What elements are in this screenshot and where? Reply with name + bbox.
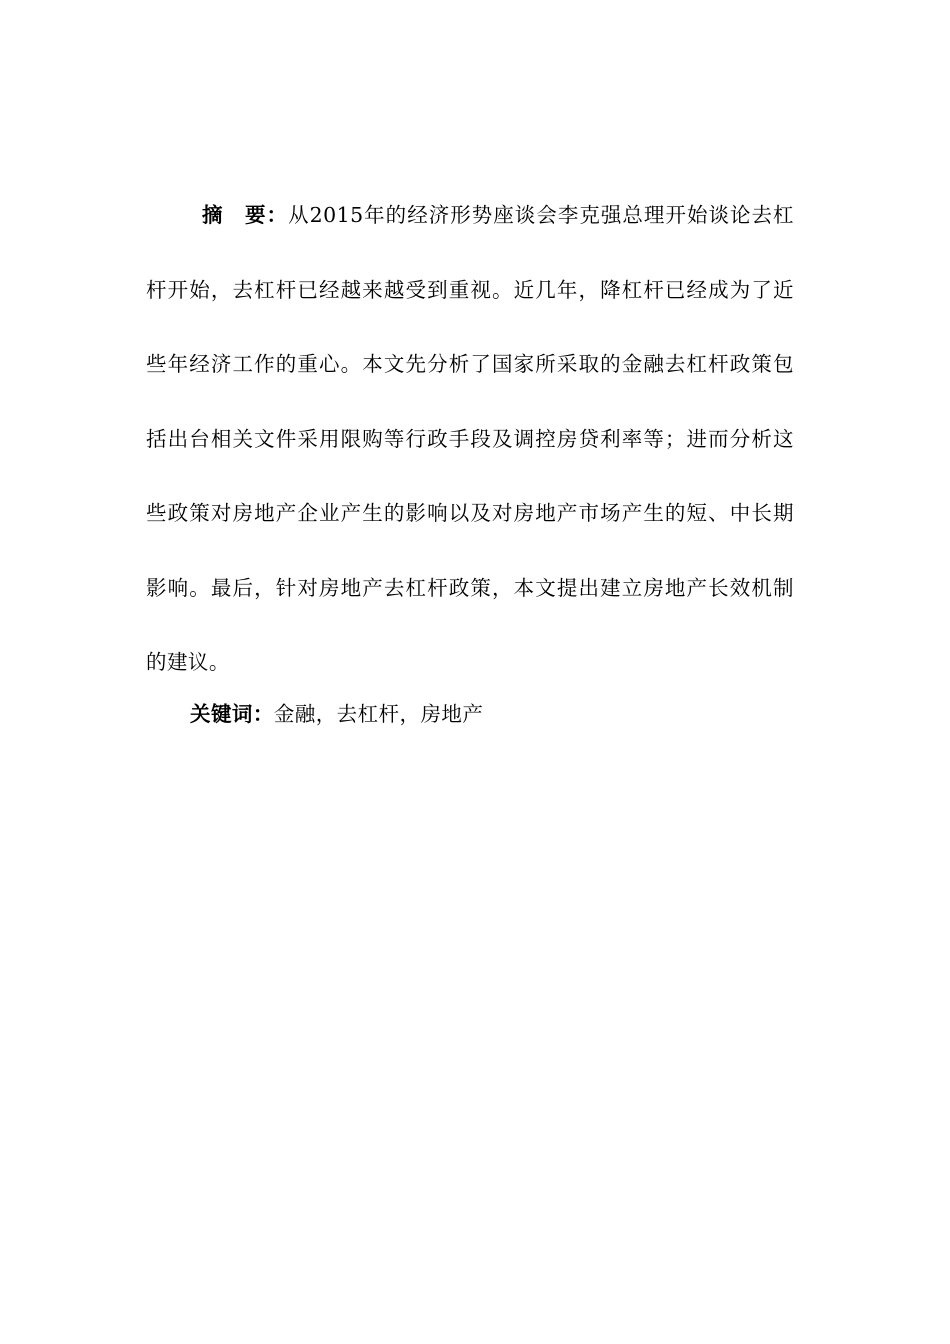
abstract-text: 从2015年的经济形势座谈会李克强总理开始谈论去杠杆开始，去杠杆已经越来越受到重视。近几年，降杠杆已经成为了近些年经济工作的重心。本文先分析了国家所采取的金融去杠杆政策包括出台相关文件采用限购等行政手段及调控房贷利率等；进而分析这些政策对房地产企业产生的影响以及对房地产市场产生的短、中长期影响。最后，针对房地产去杠杆政策，本文提出建立房地产长效机制的建议。 <box>146 203 794 674</box>
keywords-text: 金融，去杠杆，房地产 <box>273 702 484 726</box>
abstract-paragraph <box>146 178 794 700</box>
keywords-label: 关键词： <box>190 702 274 726</box>
keywords-line <box>190 694 794 734</box>
abstract-label: 摘 要： <box>202 203 289 227</box>
